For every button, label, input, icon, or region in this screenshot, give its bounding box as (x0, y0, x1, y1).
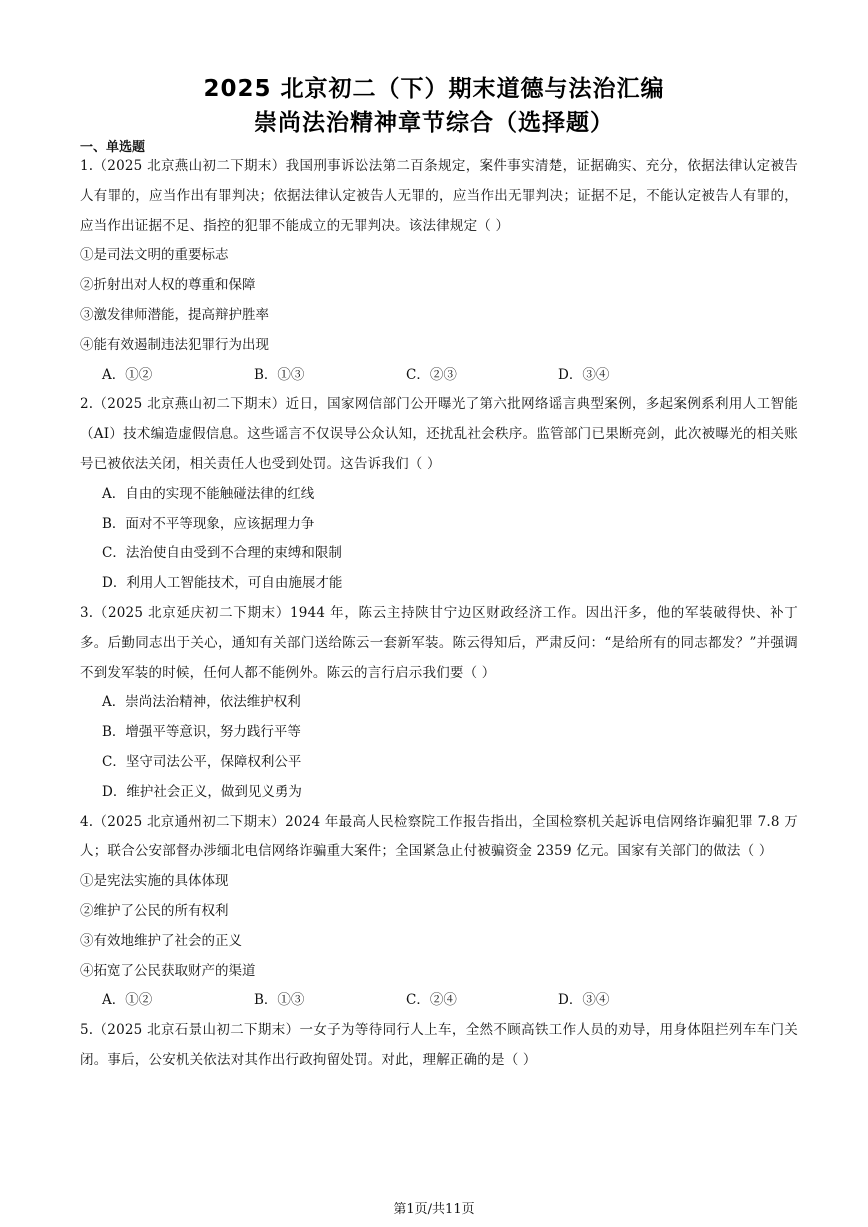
question-1-item: ①是司法文明的重要标志 (80, 247, 229, 264)
question-3-stem: 3.（2025 北京延庆初二下期末）1944 年，陈云主持陕甘宁边区财政经济工作。因出汗多，他的军装破得快、补丁多。后勤同志出于关心，通知有关部门送给陈云一套新军装。陈云得知后，严肃反问：“是给所有的同志都发？”并强调不到发军装的时候，任何人都不能例外。陈云的言行启示我们要（ ） (80, 604, 798, 681)
question-4-stem: 4.（2025 北京通州初二下期末）2024 年最高人民检察院工作报告指出，全国检察机关起诉电信网络诈骗犯罪 7.8 万人；联合公安部督办涉缅北电信网络诈骗重大案件；全国紧急止付被骗资金 2359 亿元。国家有关部门的做法（ ） (80, 813, 798, 860)
option-b: B．面对不平等现象，应该据理力争 (102, 515, 315, 532)
question-1-item: ④能有效遏制违法犯罪行为出现 (80, 336, 269, 353)
option-d: D．③④ (558, 366, 610, 383)
option-d: D．③④ (558, 992, 610, 1009)
option-a: A．①② (102, 992, 153, 1009)
option-c: C．②③ (406, 366, 457, 383)
question-4-item: ②维护了公民的所有权利 (80, 902, 229, 919)
question-list (80, 152, 798, 1076)
option-a: A．①② (102, 366, 153, 383)
option-b: B．①③ (254, 366, 305, 383)
question-5-stem: 5.（2025 北京石景山初二下期末）一女子为等待同行人上车，全然不顾高铁工作人员的劝导，用身体阻拦列车车门关闭。事后，公安机关依法对其作出行政拘留处罚。对此，理解正确的是（ ） (80, 1022, 798, 1068)
option-a: A．自由的实现不能触碰法律的红线 (102, 485, 315, 502)
question-4-item: ①是宪法实施的具体体现 (80, 873, 229, 890)
question-1-item: ③激发律师潜能，提高辩护胜率 (80, 306, 269, 323)
question-2-stem: 2.（2025 北京燕山初二下期末）近日，国家网信部门公开曝光了第六批网络谣言典型案例，多起案例系利用人工智能（AI）技术编造虚假信息。这些谣言不仅误导公众认知，还扰乱社会秩序。监管部门已果断亮剑，此次被曝光的相关账号已被依法关闭，相关责任人也受到处罚。这告诉我们（ ） (80, 396, 798, 472)
question-1-item: ②折射出对人权的尊重和保障 (80, 277, 256, 294)
section-heading: 一、单选题 (80, 140, 146, 155)
question-1-stem: 1.（2025 北京燕山初二下期末）我国刑事诉讼法第二百条规定，案件事实清楚，证据确实、充分，依据法律认定被告人有罪的，应当作出有罪判决；依据法律认定被告人无罪的，应当作出无罪判决；证据不足，不能认定被告人有罪的，应当作出证据不足、指控的犯罪不能成立的无罪判决。该法律规定（ ） (80, 158, 798, 234)
page-number: 第1页/共11页 (393, 1202, 475, 1217)
question-1-options (102, 361, 798, 391)
option-b: B．①③ (254, 992, 305, 1009)
question-4-item: ④拓宽了公民获取财产的渠道 (80, 962, 256, 979)
option-c: C．②④ (406, 992, 457, 1009)
option-c: C．法治使自由受到不合理的束缚和限制 (102, 545, 342, 562)
page-title-line-1: 2025 北京初二（下）期末道德与法治汇编 (203, 76, 665, 102)
option-a: A．崇尚法治精神，依法维护权利 (102, 694, 301, 711)
option-c: C．坚守司法公平，保障权利公平 (102, 753, 302, 770)
option-b: B．增强平等意识，努力践行平等 (102, 724, 301, 741)
option-d: D．利用人工智能技术，可自由施展才能 (102, 575, 343, 592)
question-4-options (102, 986, 798, 1016)
page-title-line-2: 崇尚法治精神章节综合（选择题） (254, 110, 614, 136)
option-d: D．维护社会正义，做到见义勇为 (102, 783, 302, 800)
question-4-item: ③有效地维护了社会的正义 (80, 932, 242, 949)
